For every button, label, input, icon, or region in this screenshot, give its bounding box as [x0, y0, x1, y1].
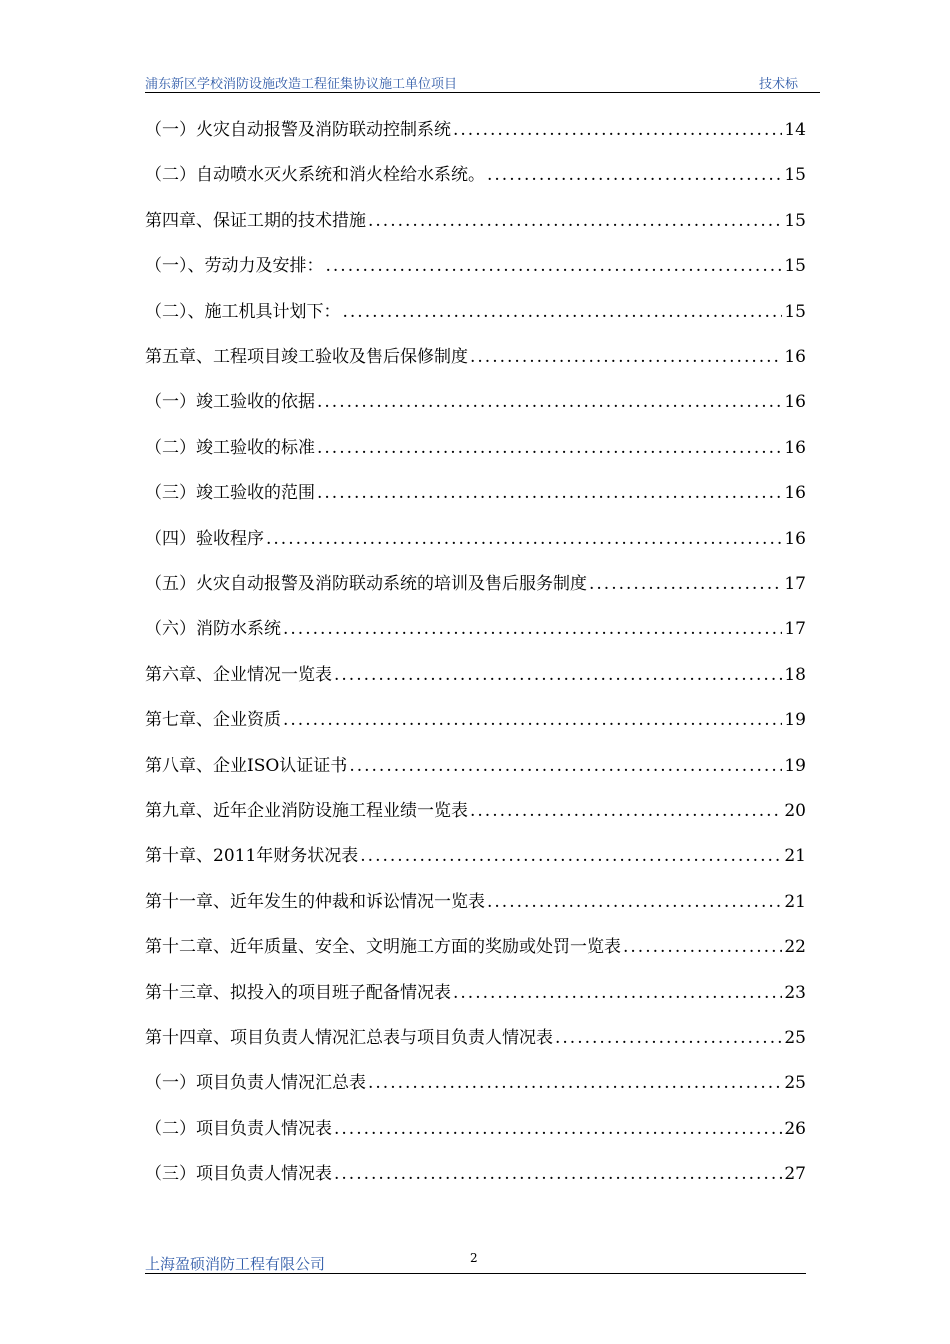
toc-entry[interactable] — [145, 481, 806, 505]
toc-entry-page: 14 — [784, 120, 806, 140]
toc-entry[interactable] — [145, 935, 806, 959]
toc-dot-leader — [453, 118, 782, 142]
toc-entry-label: 第十四章、项目负责人情况汇总表与项目负责人情况表 — [145, 1028, 553, 1048]
toc-entry-label: （二）竣工验收的标准 — [145, 437, 315, 458]
toc-entry-label: （一）项目负责人情况汇总表 — [145, 1073, 366, 1094]
toc-entry[interactable] — [145, 163, 806, 187]
toc-entry-page: 15 — [784, 301, 806, 322]
toc-entry-label: 第十二章、近年质量、安全、文明施工方面的奖励或处罚一览表 — [145, 937, 621, 958]
toc-entry-label: （一）竣工验收的依据 — [145, 392, 315, 413]
header-title: 浦东新区学校消防设施改造工程征集协议施工单位项目 — [145, 77, 458, 92]
toc-dot-leader — [326, 254, 783, 278]
toc-entry-page: 25 — [784, 1073, 806, 1094]
toc-entry[interactable] — [145, 1162, 806, 1186]
toc-entry[interactable] — [145, 799, 806, 823]
toc-entry-label: 第八章、企业ISO认证证书 — [145, 755, 348, 776]
toc-entry[interactable] — [145, 436, 806, 460]
toc-entry-label: （二）自动喷水灭火系统和消火栓给水系统。 — [145, 165, 485, 186]
toc-entry-label: （一）火灾自动报警及消防联动控制系统 — [145, 120, 451, 140]
toc-dot-leader — [487, 890, 782, 914]
toc-entry[interactable] — [145, 708, 806, 732]
toc-dot-leader — [343, 300, 783, 324]
toc-dot-leader — [470, 799, 782, 823]
toc-dot-leader — [283, 617, 782, 641]
toc-entry-label: 第十章、2011年财务状况表 — [145, 846, 359, 867]
toc-entry[interactable] — [145, 1071, 806, 1095]
toc-entry-page: 17 — [784, 574, 806, 594]
page-number: 2 — [470, 1251, 478, 1265]
toc-dot-leader — [453, 981, 782, 1005]
toc-entry[interactable] — [145, 1117, 806, 1141]
toc-entry-label: （二）、施工机具计划下： — [145, 301, 341, 322]
toc-entry-page: 16 — [784, 392, 806, 413]
toc-entry-label: 第六章、企业情况一览表 — [145, 664, 332, 685]
toc-dot-leader — [317, 481, 782, 505]
toc-dot-leader — [317, 436, 782, 460]
toc-entry[interactable] — [145, 527, 806, 551]
toc-dot-leader — [266, 527, 782, 551]
toc-dot-leader — [360, 844, 782, 868]
page-header — [145, 72, 820, 93]
toc-entry[interactable] — [145, 209, 806, 233]
toc-entry-label: （三）竣工验收的范围 — [145, 483, 315, 504]
toc-entry-page: 15 — [784, 256, 806, 277]
toc-dot-leader — [368, 1071, 782, 1095]
toc-entry[interactable] — [145, 890, 806, 914]
toc-entry-label: （一）、劳动力及安排： — [145, 256, 324, 277]
toc-entry[interactable] — [145, 118, 806, 142]
toc-entry-label: 第五章、工程项目竣工验收及售后保修制度 — [145, 347, 468, 367]
toc-entry-page: 21 — [784, 891, 806, 912]
toc-entry-page: 22 — [784, 937, 806, 958]
toc-dot-leader — [589, 572, 782, 596]
toc-entry-label: （四）验收程序 — [145, 528, 264, 549]
toc-entry[interactable] — [145, 754, 806, 778]
toc-entry-label: 第四章、保证工期的技术措施 — [145, 210, 366, 231]
toc-entry[interactable] — [145, 844, 806, 868]
toc-dot-leader — [349, 754, 782, 778]
toc-dot-leader — [368, 209, 782, 233]
toc-dot-leader — [283, 708, 782, 732]
toc-entry-page: 27 — [784, 1164, 806, 1185]
toc-entry-label: 第七章、企业资质 — [145, 710, 281, 731]
header-tag: 技术标 — [758, 77, 798, 92]
toc-entry[interactable] — [145, 254, 806, 278]
toc-entry-label: 第九章、近年企业消防设施工程业绩一览表 — [145, 801, 468, 821]
toc-entry-page: 15 — [784, 210, 806, 231]
toc-dot-leader — [470, 345, 782, 369]
toc-entry-page: 15 — [784, 165, 806, 186]
toc-entry[interactable] — [145, 663, 806, 687]
toc-dot-leader — [555, 1026, 782, 1050]
toc-entry[interactable] — [145, 572, 806, 596]
toc-entry-page: 16 — [784, 483, 806, 504]
footer-company-name: 上海盈硕消防工程有限公司 — [145, 1255, 326, 1273]
toc-entry-page: 23 — [784, 982, 806, 1003]
toc-entry-page: 17 — [784, 619, 806, 640]
toc-entry-page: 20 — [784, 801, 806, 821]
toc-entry-label: 第十三章、拟投入的项目班子配备情况表 — [145, 982, 451, 1003]
toc-entry[interactable] — [145, 981, 806, 1005]
toc-entry-page: 19 — [784, 710, 806, 731]
toc-entry-page: 16 — [784, 528, 806, 549]
toc-entry-label: （二）项目负责人情况表 — [145, 1118, 332, 1139]
toc-entry[interactable] — [145, 345, 806, 369]
toc-dot-leader — [334, 663, 782, 687]
toc-entry-label: （三）项目负责人情况表 — [145, 1164, 332, 1185]
toc-entry[interactable] — [145, 390, 806, 414]
toc-dot-leader — [487, 163, 782, 187]
toc-entry-page: 18 — [784, 664, 806, 685]
toc-entry-label: （五）火灾自动报警及消防联动系统的培训及售后服务制度 — [145, 574, 587, 594]
toc-entry-page: 16 — [784, 347, 806, 367]
toc-dot-leader — [334, 1162, 782, 1186]
toc-entry[interactable] — [145, 1026, 806, 1050]
toc-entry[interactable] — [145, 300, 806, 324]
toc-entry-page: 25 — [784, 1028, 806, 1048]
toc-entry-page: 21 — [784, 846, 806, 867]
page-footer — [145, 1253, 806, 1274]
toc-entry-page: 26 — [784, 1118, 806, 1139]
toc-entry-label: （六）消防水系统 — [145, 619, 281, 640]
toc-entry-label: 第十一章、近年发生的仲裁和诉讼情况一览表 — [145, 891, 485, 912]
toc-dot-leader — [317, 390, 782, 414]
toc-dot-leader — [623, 935, 782, 959]
toc-entry-page: 19 — [784, 755, 806, 776]
toc-entry[interactable] — [145, 617, 806, 641]
toc-entry-page: 16 — [784, 437, 806, 458]
toc-dot-leader — [334, 1117, 782, 1141]
